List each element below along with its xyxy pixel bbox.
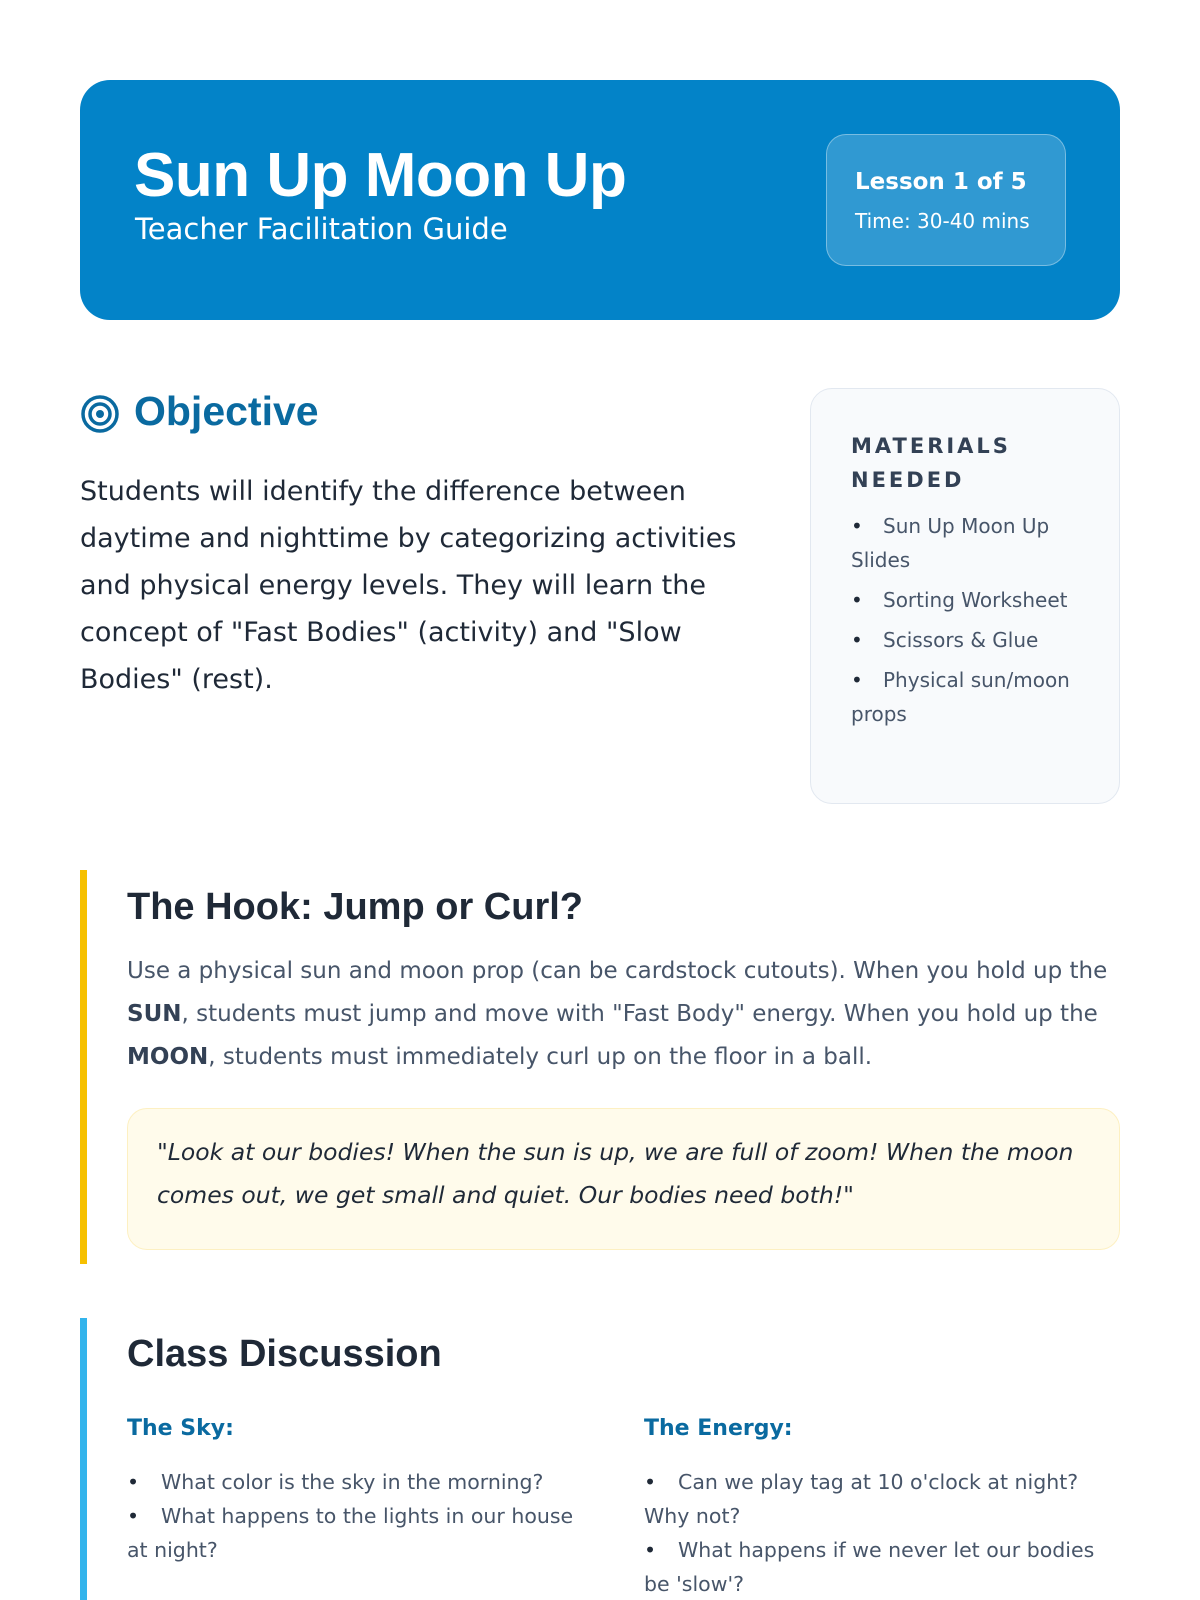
objective-text: Students will identify the difference between daytime and nighttime by categorizing activities and physical energy levels. They will learn the concept of "Fast Bodies" (activity) and "Slow Bodies" (rest). [80,476,737,695]
list-item-label: What happens if we never let our bodies be 'slow'? [644,1538,1095,1596]
sky-heading: The Sky: [127,1416,234,1441]
materials-list [851,509,1101,737]
list-item: • What happens if we never let our bodies be 'slow'? [644,1538,1095,1596]
page-subtitle: Teacher Facilitation Guide [135,212,508,246]
hook-moon-keyword: MOON [127,1044,209,1070]
hook-text-part: , students must immediately curl up on the floor in a ball. [208,1044,873,1070]
list-item-label: Sorting Worksheet [883,588,1068,612]
list-item: • Can we play tag at 10 o'clock at night? Why not? [644,1470,1079,1528]
hook-title: The Hook: Jump or Curl? [127,886,583,928]
materials-card [810,388,1120,804]
list-item-label: Physical sun/moon props [851,668,1070,726]
lesson-info-badge [826,134,1066,266]
list-item: • Scissors & Glue [851,628,1039,652]
list-item-label: Scissors & Glue [883,628,1039,652]
hook-text-part: , students must jump and move with "Fast Body" energy. When you hold up the [181,1001,1098,1027]
list-item-label: What happens to the lights in our house at night? [127,1504,574,1562]
discussion-title: Class Discussion [127,1333,442,1375]
sky-questions-list [127,1465,597,1567]
hook-quote-box [127,1108,1120,1250]
objective-title: Objective [134,388,319,434]
hook-sun-keyword: SUN [127,1001,182,1027]
materials-title: MATERIALS NEEDED [851,434,1011,492]
list-item: • Sun Up Moon Up Slides [851,514,1050,572]
list-item: • What color is the sky in the morning? [127,1470,544,1494]
energy-heading: The Energy: [644,1416,793,1441]
list-item-label: Can we play tag at 10 o'clock at night? Why not? [644,1470,1079,1528]
lesson-time: Time: 30-40 mins [855,209,1030,233]
hook-text [127,950,1117,1079]
list-item-label: Sun Up Moon Up Slides [851,514,1050,572]
discussion-accent-bar [80,1318,87,1600]
lesson-number: Lesson 1 of 5 [855,169,1027,195]
hook-accent-bar [80,870,87,1264]
hook-quote: "Look at our bodies! When the sun is up, we are full of zoom! When the moon comes out, we get small and quiet. Our bodies need both!" [157,1138,1074,1209]
list-item: • Sorting Worksheet [851,588,1068,612]
energy-questions-list [644,1465,1120,1600]
hook-text-part: Use a physical sun and moon prop (can be cardstock cutouts). When you hold up the [127,958,1108,984]
list-item-label: What color is the sky in the morning? [161,1470,544,1494]
page-title: Sun Up Moon Up [134,141,627,210]
lesson-header [80,80,1120,320]
target-icon [80,394,120,434]
list-item: • What happens to the lights in our house at night? [127,1504,574,1562]
list-item: • Physical sun/moon props [851,668,1070,726]
